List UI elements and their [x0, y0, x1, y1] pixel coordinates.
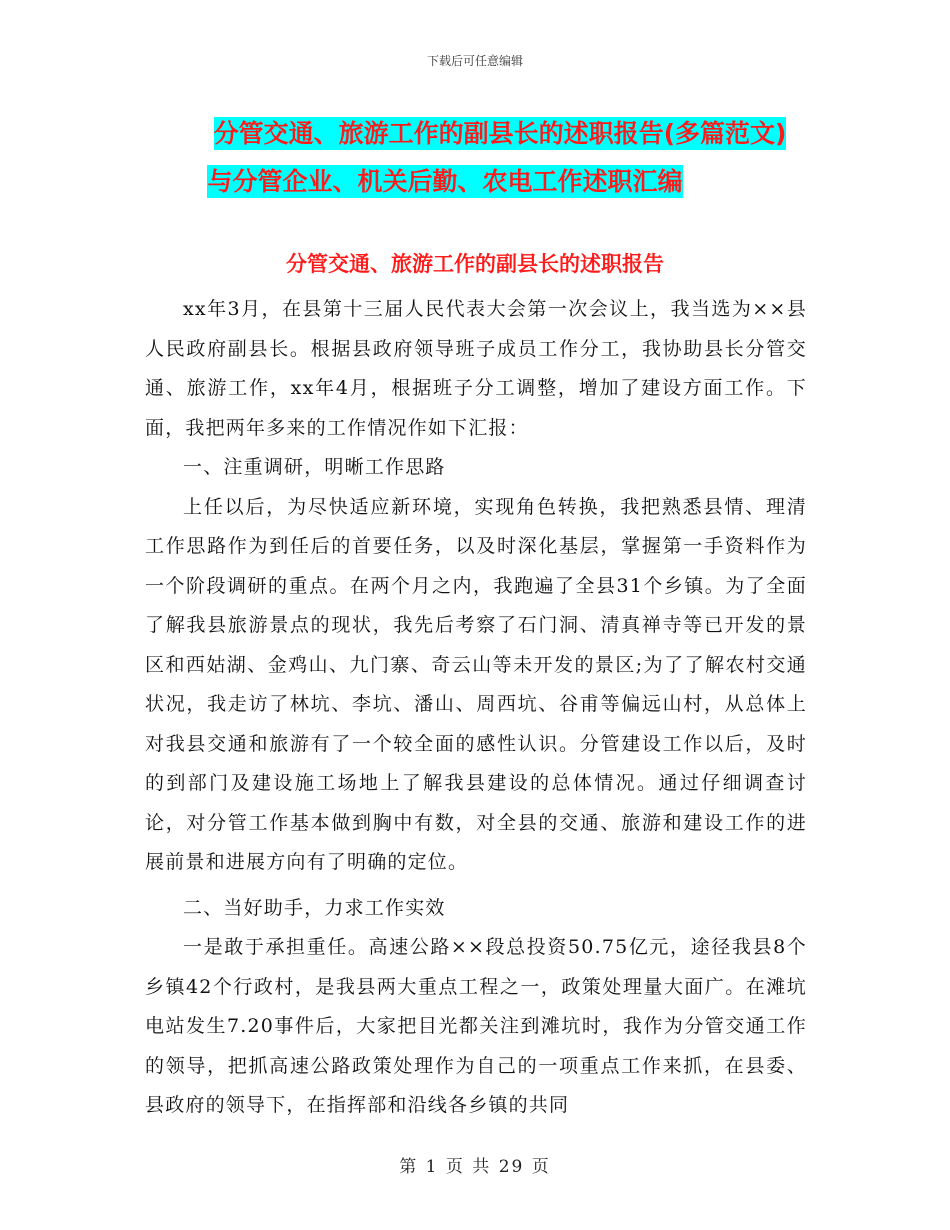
document-body: [145, 290, 807, 1126]
document-title: [0, 110, 950, 206]
paragraph-intro: xx年3月，在县第十三届人民代表大会第一次会议上，我当选为××县人民政府副县长。根据县政府领导班子成员工作分工，我协助县长分管交通、旅游工作，xx年4月，根据班子分工调整，增加了建设方面工作。下面，我把两年多来的工作情况作如下汇报：: [145, 298, 807, 439]
document-title-line-2: [0, 158, 950, 206]
heading-assistant: 二、当好助手，力求工作实效: [183, 896, 446, 919]
title-line-2-text: 与分管企业、机关后勤、农电工作述职汇编: [207, 167, 683, 196]
page-header-note: 下载后可任意编辑: [426, 54, 523, 68]
paragraph-research: 上任以后，为尽快适应新环境，实现角色转换，我把熟悉县情、理清工作思路作为到任后的首要任务，以及时深化基层，掌握第一手资料作为一个阶段调研的重点。在两个月之内，我跑遍了全县31个乡镇。为了全面了解我县旅游景点的现状，我先后考察了石门洞、清真禅寺等已开发的景区和西姑湖、金鸡山、九门寨、奇云山等未开发的景区;为了了解农村交通状况，我走访了林坑、李坑、潘山、周西坑、谷甫等偏远山村，从总体上对我县交通和旅游有了一个较全面的感性认识。分管建设工作以后，及时的到部门及建设施工场地上了解我县建设的总体情况。通过仔细调查讨论，对分管工作基本做到胸中有数，对全县的交通、旅游和建设工作的进展前景和进展方向有了明确的定位。: [145, 495, 807, 873]
section-title: 分管交通、旅游工作的副县长的述职报告: [286, 252, 664, 276]
paragraph-responsibility: 一是敢于承担重任。高速公路××段总投资50.75亿元，途径我县8个乡镇42个行政村，是我县两大重点工程之一，政策处理量大面广。在滩坑电站发生7.20事件后，大家把目光都关注到滩坑时，我作为分管交通工作的领导，把抓高速公路政策处理作为自己的一项重点工作来抓，在县委、县政府的领导下，在指挥部和沿线各乡镇的共同: [145, 936, 807, 1116]
title-line-1-text: 分管交通、旅游工作的副县长的述职报告(多篇范文): [213, 119, 787, 148]
heading-research: 一、注重调研，明晰工作思路: [183, 456, 446, 478]
page-number: 第 1 页 共 29 页: [399, 1157, 551, 1177]
document-title-line-1: [0, 110, 950, 158]
